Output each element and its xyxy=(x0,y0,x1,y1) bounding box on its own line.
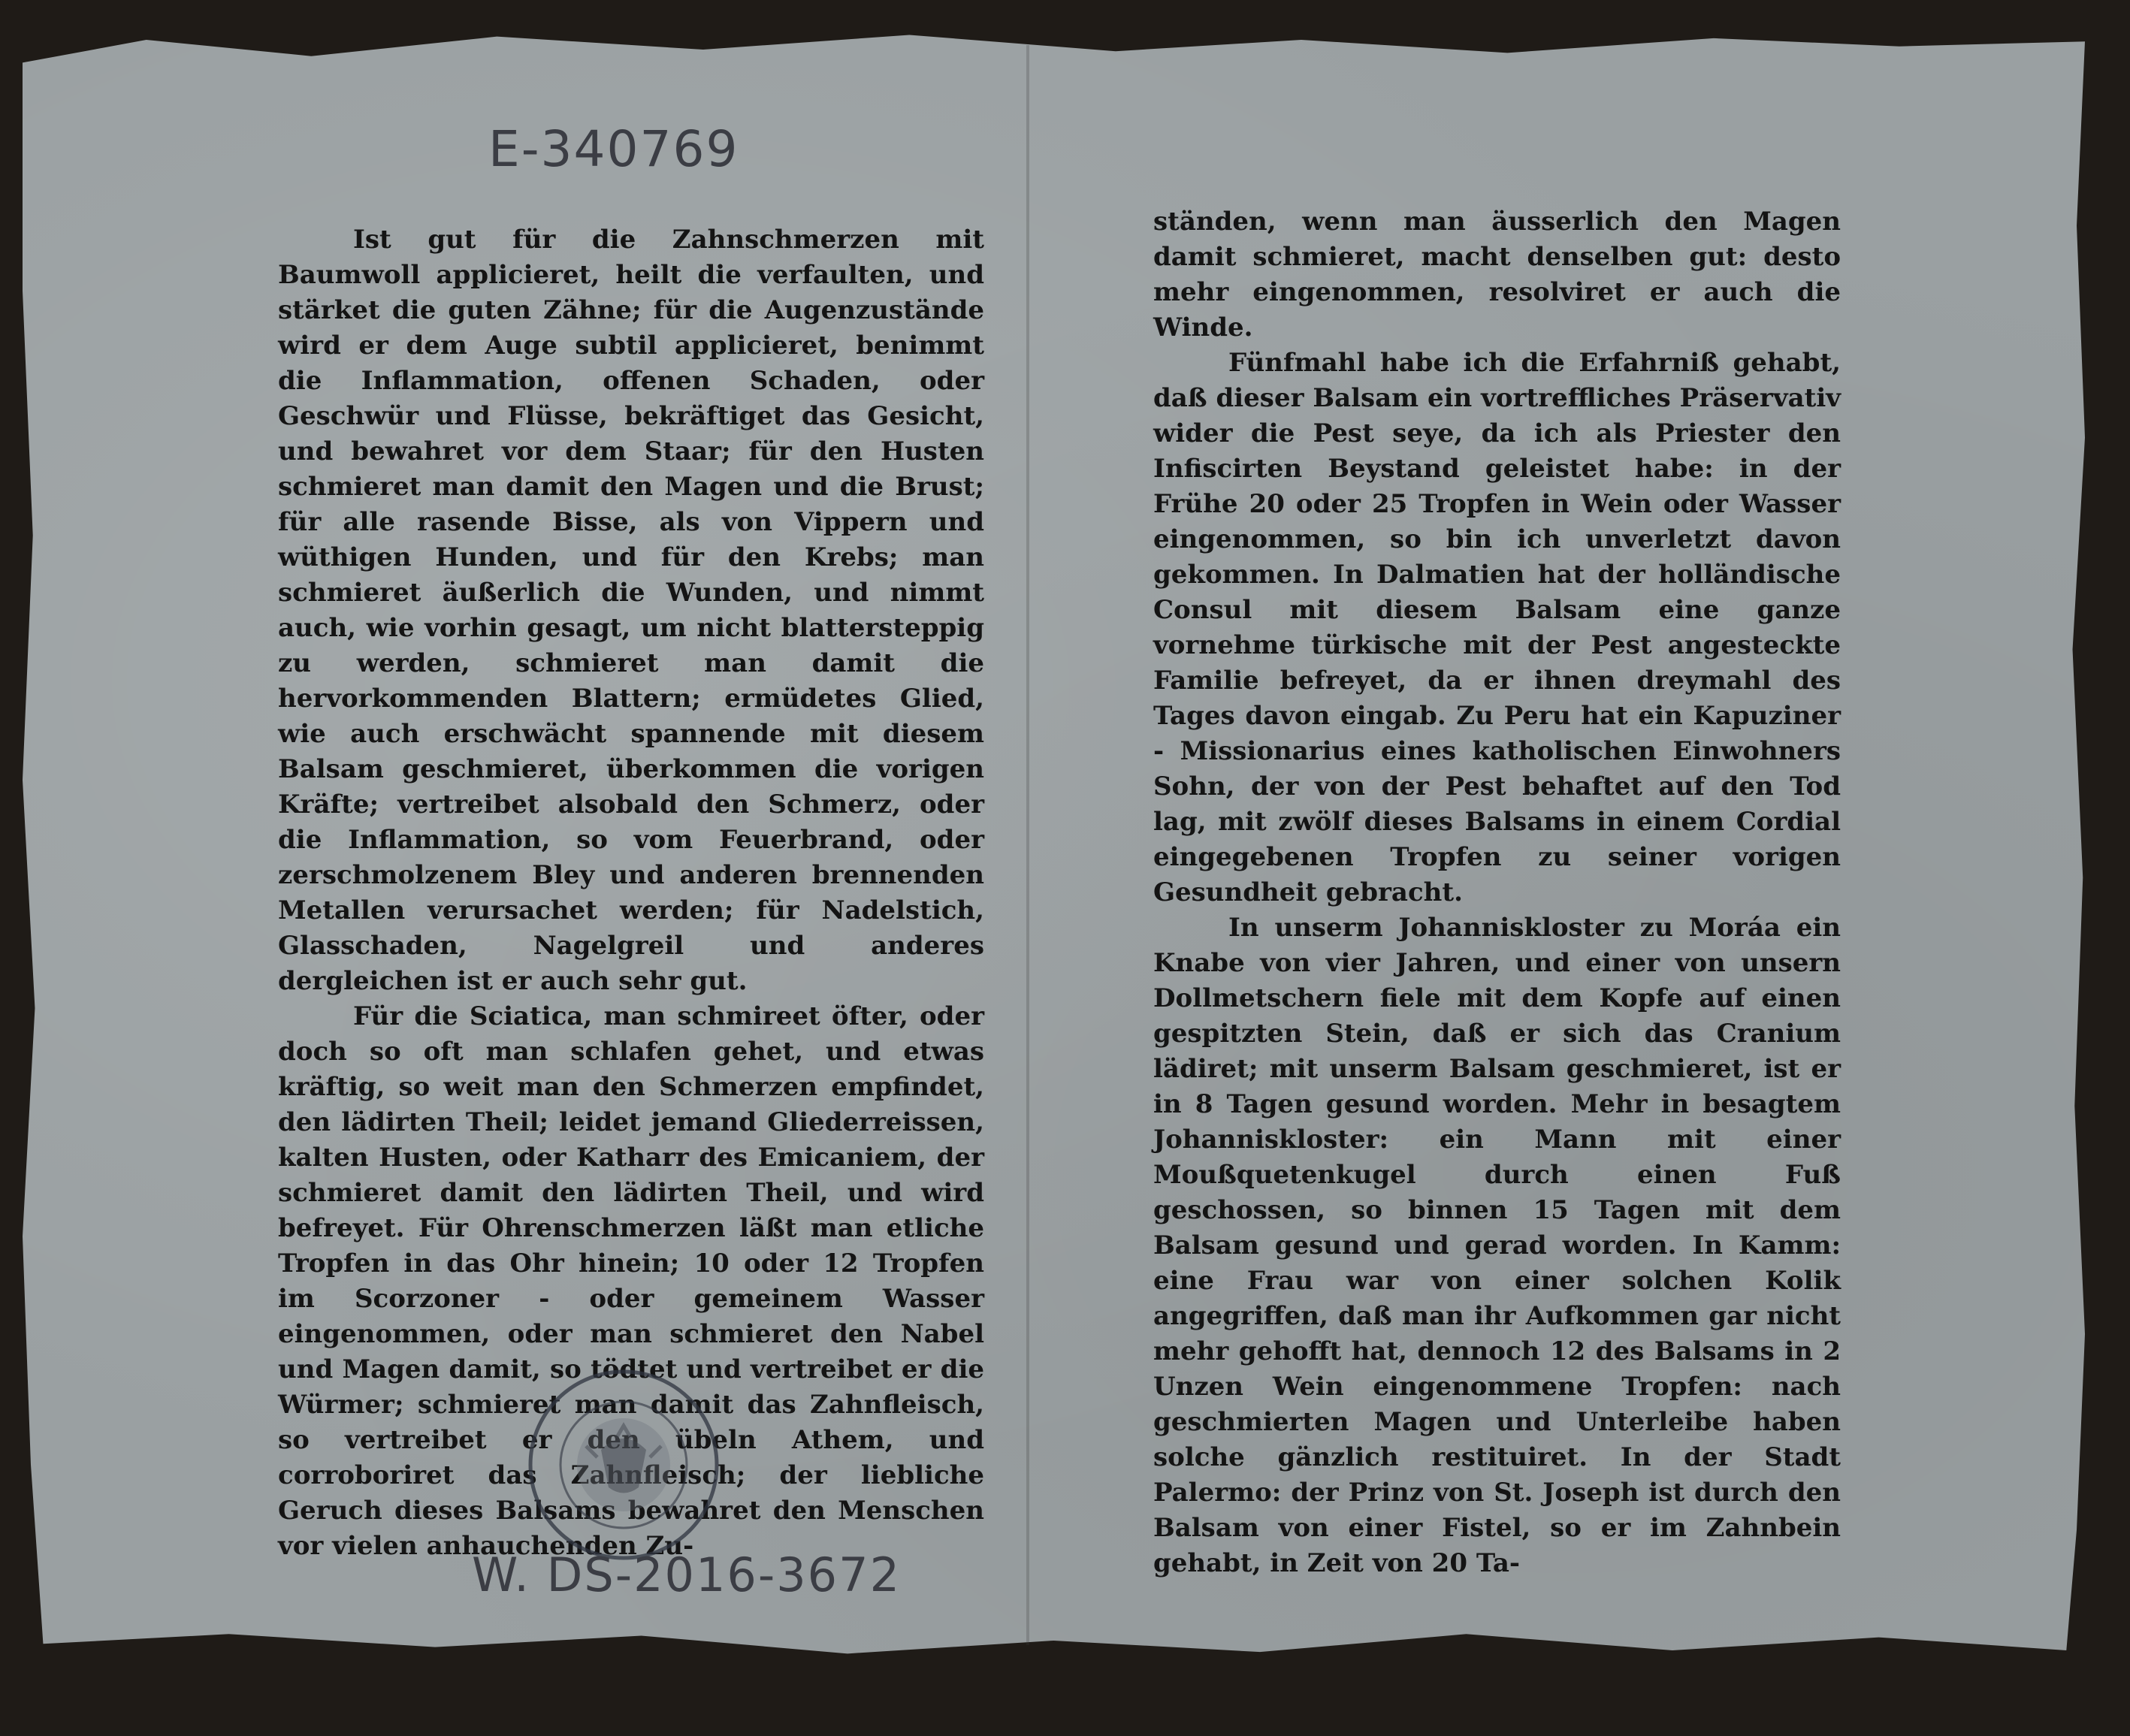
archive-number-bottom: W. DS-2016-3672 xyxy=(472,1547,902,1602)
right-page-text xyxy=(1153,204,1841,1581)
left-page-text xyxy=(278,222,984,1564)
library-stamp-seal xyxy=(526,1367,721,1562)
left-paragraph-1: Ist gut für die Zahnschmerzen mit Baumwoll applicieret, heilt die verfaulten, und stärket die guten Zähne; für die Augenzustände wird er dem Auge subtil applicieret, benimmt die Inflammation, offenen Schaden, oder Geschwür und Flüsse, bekräftiget das Gesicht, und bewahret vor dem Staar; für den Husten schmieret man damit den Magen und die Brust; für alle rasende Bisse, als von Vippern und wüthigen Hunden, und für den Krebs; man schmieret äußerlich die Wunden, und nimmt auch, wie vorhin gesagt, um nicht blattersteppig zu werden, schmieret man damit die hervorkommenden Blattern; ermüdetes Glied, wie auch erschwächt spannende mit diesem Balsam geschmieret, überkommen die vorigen Kräfte; vertreibet alsobald den Schmerz, oder die Inflammation, so vom Feuerbrand, oder zerschmolzenem Bley und anderen brennenden Metallen verursachet werden; für Nadelstich, Glasschaden, Nagelgreil und anderes dergleichen ist er auch sehr gut. xyxy=(278,225,984,996)
page-fold xyxy=(1026,45,1029,1645)
left-paragraph-2: Für die Sciatica, man schmireet öfter, oder doch so oft man schlafen gehet, und etwas kräftig, so weit man den Schmerzen empfindet, den lädirten Theil; leidet jemand Gliederreissen, kalten Husten, oder Katharr des Emicaniem, der schmieret damit den lädirten Theil, und wird befreyet. Für Ohrenschmerzen läßt man etliche Tropfen in das Ohr hinein; 10 oder 12 Tropfen im Scorzoner - oder gemeinem Wasser eingenommen, oder man schmieret den Nabel und Magen damit, so tödtet und vertreibet er die Würmer; schmieret man damit das Zahnfleisch, so vertreibet er den übeln Athem, und corroboriret das Zahnfleisch; der liebliche Geruch dieses Balsams bewahret den Menschen vor vielen anhauchenden Zu- xyxy=(278,1001,984,1561)
archive-number-top: E-340769 xyxy=(488,120,739,178)
library-stamp xyxy=(526,1367,721,1562)
right-paragraph-1: ständen, wenn man äusserlich den Magen damit schmieret, macht denselben gut: desto mehr eingenommen, resolviret er auch die Winde. xyxy=(1153,207,1841,343)
right-paragraph-2: Fünfmahl habe ich die Erfahrniß gehabt, daß dieser Balsam ein vortreffliches Präservativ wider die Pest seye, da ich als Priester den Infiscirten Beystand geleistet habe: in der Frühe 20 oder 25 Tropfen in Wein oder Wasser eingenommen, so bin ich unverletzt davon gekommen. In Dalmatien hat der holländische Consul mit diesem Balsam eine ganze vornehme türkische mit der Pest angesteckte Familie befreyet, da er ihnen dreymahl des Tages davon eingab. Zu Peru hat ein Kapuziner - Missionarius eines katholischen Einwohners Sohn, der von der Pest behaftet auf den Tod lag, mit zwölf dieses Balsams in einem Cordial eingegebenen Tropfen zu seiner vorigen Gesundheit gebracht. xyxy=(1153,348,1841,907)
right-paragraph-3: In unserm Johanniskloster zu Moráa ein Knabe von vier Jahren, und einer von unsern Dollmetschern fiele mit dem Kopfe auf einen gespitzten Stein, daß er sich das Cranium lädiret; mit unserm Balsam geschmieret, ist er in 8 Tagen gesund worden. Mehr in besagtem Johanniskloster: ein Mann mit einer Moußquetenkugel durch einen Fuß geschossen, so binnen 15 Tagen mit dem Balsam gesund und gerad worden. In Kamm: eine Frau war von einer solchen Kolik angegriffen, daß man ihr Aufkommen gar nicht mehr gehofft hat, dennoch 12 des Balsams in 2 Unzen Wein eingenommene Tropfen: nach geschmierten Magen und Unterleibe haben solche gänzlich restituiret. In der Stadt Palermo: der Prinz von St. Joseph ist durch den Balsam von einer Fistel, so er im Zahnbein gehabt, in Zeit von 20 Ta- xyxy=(1153,913,1841,1578)
